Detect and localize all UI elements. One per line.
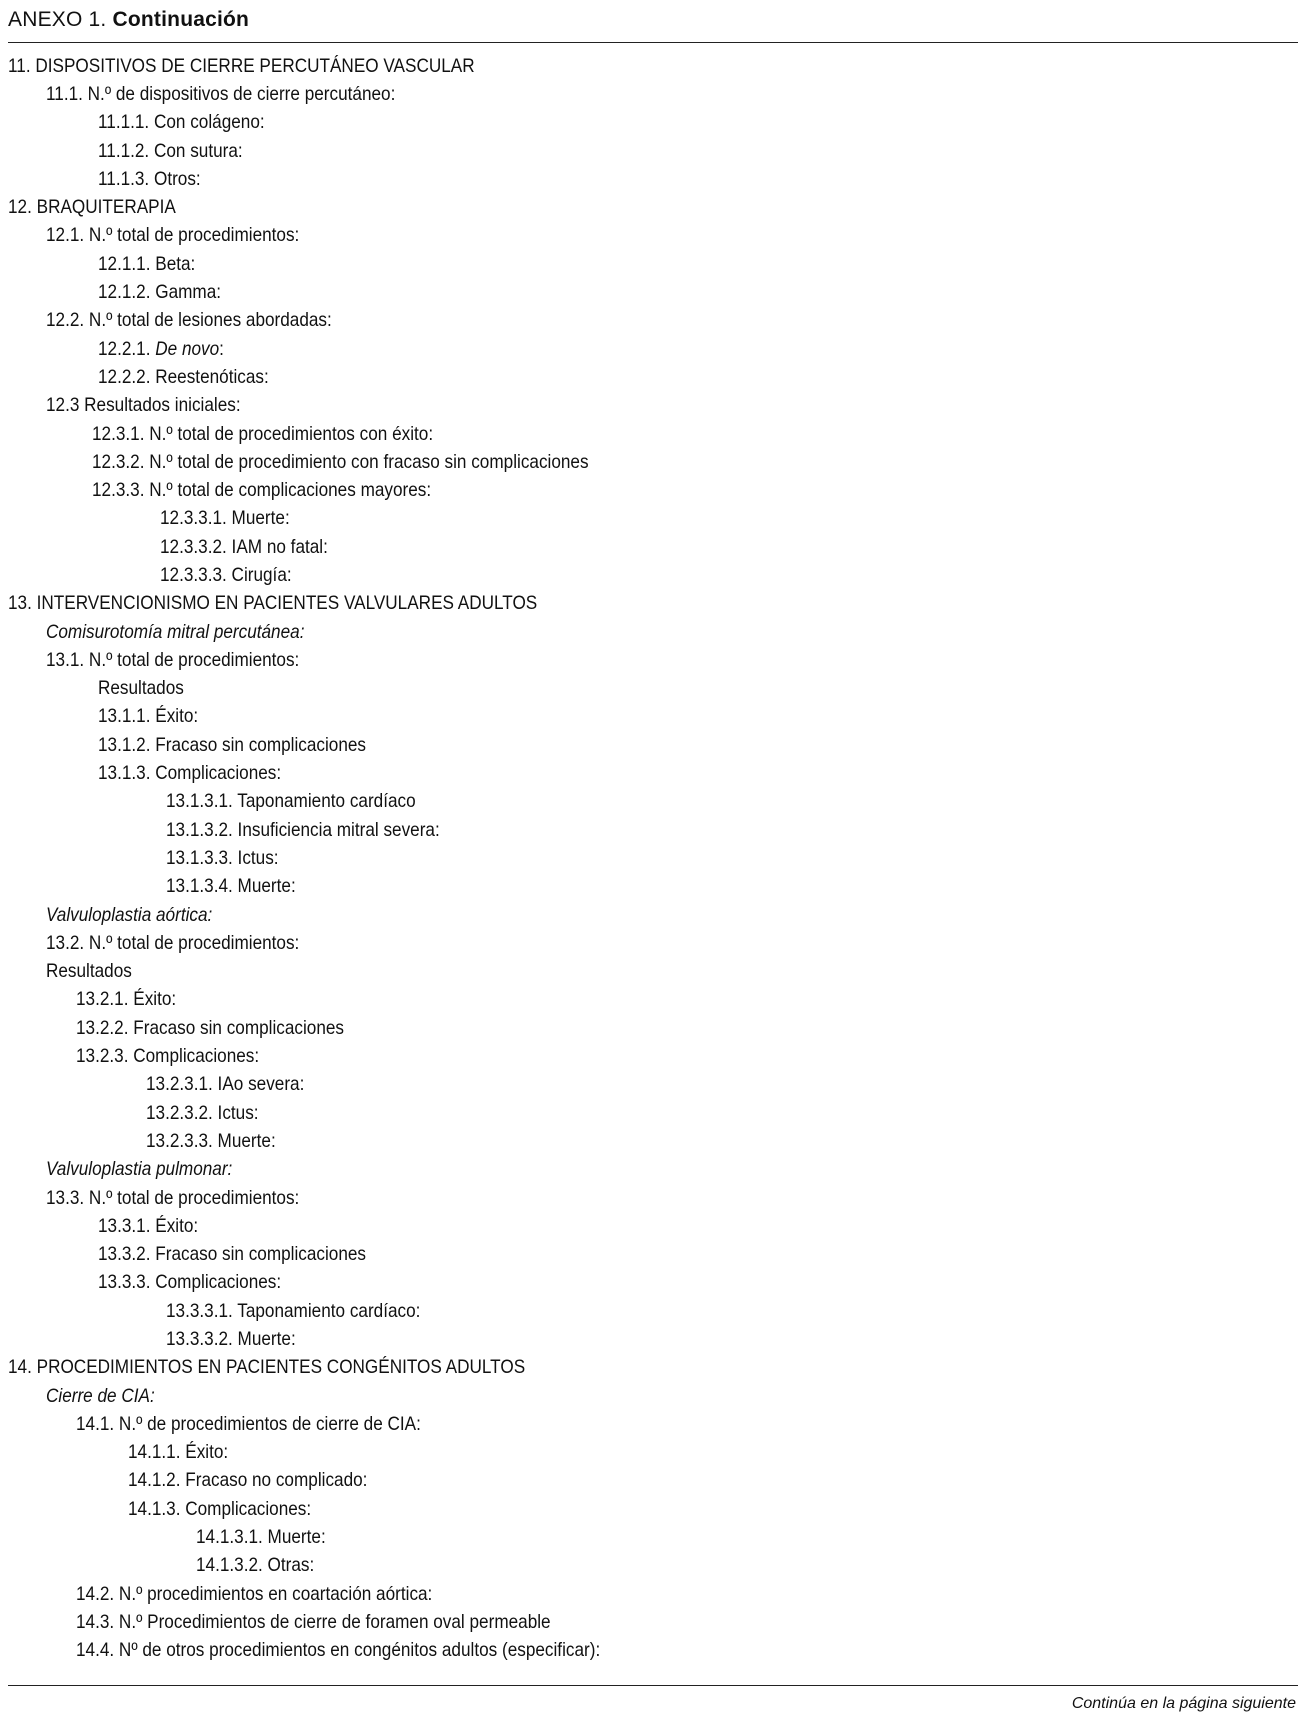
- dot-leader: [341, 533, 1290, 561]
- section-heading-row: [0, 193, 1304, 221]
- form-item-label: 12.3 Resultados iniciales:: [46, 394, 241, 417]
- form-item-row: [0, 1608, 1304, 1636]
- form-item-label: 13.1.3.1. Taponamiento cardíaco: [166, 790, 416, 813]
- form-item-row: [0, 1439, 1304, 1467]
- dot-leader: [339, 1523, 1290, 1551]
- form-item-row: [0, 873, 1304, 901]
- dot-leader: [312, 222, 1290, 250]
- form-item-label: 13.1. N.º total de procedimientos:: [46, 648, 300, 671]
- form-item-label: 12.1. N.º total de procedimientos:: [46, 224, 300, 247]
- dot-leader: [564, 1608, 1290, 1636]
- dot-leader: [345, 307, 1290, 335]
- form-item-row: [0, 986, 1304, 1014]
- form-item-row: [0, 1127, 1304, 1155]
- form-item-label: 13.3.3.2. Muerte:: [166, 1328, 296, 1350]
- dot-leader: [189, 986, 1290, 1014]
- form-item-label: 12.3.3. N.º total de complicaciones mayores:: [92, 479, 432, 502]
- form-item-label: Resultados: [98, 677, 184, 700]
- form-item-label: 14.2. N.º procedimientos en coartación aórtica:: [76, 1582, 433, 1605]
- form-item-label: 13.2.2. Fracaso sin complicaciones: [76, 1016, 345, 1039]
- form-item-row: [0, 278, 1304, 306]
- dot-leader: [380, 1467, 1290, 1495]
- form-item-row: [0, 476, 1304, 504]
- form-item-label: 12.3.3.3. Cirugía:: [160, 563, 292, 586]
- page-header: [8, 8, 249, 32]
- form-item-row: [0, 1495, 1304, 1523]
- form-item-row: [0, 788, 1304, 816]
- form-item-row: [0, 1071, 1304, 1099]
- dot-leader: [211, 703, 1290, 731]
- form-item-label: Cierre de CIA:: [46, 1384, 155, 1407]
- dot-leader: [312, 929, 1290, 957]
- dot-leader: [309, 873, 1290, 901]
- dot-leader: [211, 1212, 1290, 1240]
- dot-leader: [305, 561, 1290, 589]
- form-item-row: [0, 816, 1304, 844]
- form-item-row: [0, 250, 1304, 278]
- form-item-row: [0, 1552, 1304, 1580]
- form-item-label: 14. PROCEDIMIENTOS EN PACIENTES CONGÉNITOS ADULTOS: [8, 1356, 526, 1379]
- form-item-row: [0, 420, 1304, 448]
- dot-leader: [613, 1637, 1290, 1665]
- dot-leader: [445, 1580, 1290, 1608]
- section-heading-row: [0, 675, 1304, 703]
- form-item-label: 12.1.2. Gamma:: [98, 281, 222, 304]
- form-item-label: 13.3. N.º total de procedimientos:: [46, 1186, 300, 1209]
- form-item-label: 13.3.3. Complicaciones:: [98, 1271, 282, 1294]
- form-item-label: 13.1.3.2. Insuficiencia mitral severa:: [166, 818, 440, 841]
- form-item-label: 12.2.1. De novo:: [98, 337, 224, 360]
- dot-leader: [357, 1014, 1290, 1042]
- dot-leader: [303, 505, 1290, 533]
- section-heading-row: [0, 1354, 1304, 1382]
- form-item-row: [0, 561, 1304, 589]
- form-item-row: [0, 448, 1304, 476]
- form-item-row: [0, 646, 1304, 674]
- dot-leader: [292, 844, 1290, 872]
- form-item-label: 13.1.3.3. Ictus:: [166, 846, 279, 869]
- section-heading-row: [0, 590, 1304, 618]
- form-item-label: 13.2.1. Éxito:: [76, 988, 177, 1011]
- dot-leader: [272, 1099, 1290, 1127]
- form-item-row: [0, 137, 1304, 165]
- form-item-row: [0, 1297, 1304, 1325]
- form-item-label: 13.1.3. Complicaciones:: [98, 762, 282, 785]
- form-item-label: 14.1.3.1. Muerte:: [196, 1526, 326, 1549]
- form-item-label: 14.3. N.º Procedimientos de cierre de foramen oval permeable: [76, 1610, 551, 1633]
- form-item-label: 14.1.2. Fracaso no complicado:: [128, 1469, 368, 1492]
- form-item-label: 14.4. Nº de otros procedimientos en congénitos adultos (especificar):: [76, 1639, 601, 1662]
- dot-leader: [327, 1552, 1290, 1580]
- dot-leader: [309, 1325, 1290, 1353]
- form-item-row: [0, 1184, 1304, 1212]
- form-item-label: 12.1.1. Beta:: [98, 252, 196, 275]
- form-item-label: 13.1.1. Éxito:: [98, 705, 199, 728]
- form-item-label: 14.1.3. Complicaciones:: [128, 1497, 312, 1520]
- form-item-label: Valvuloplastia pulmonar:: [46, 1158, 233, 1181]
- form-item-label: 11.1.1. Con colágeno:: [98, 111, 265, 134]
- top-divider: [8, 42, 1298, 43]
- dot-leader: [272, 1042, 1290, 1070]
- form-item-row: [0, 335, 1304, 363]
- form-item-label: Valvuloplastia aórtica:: [46, 903, 213, 926]
- form-item-row: [0, 1325, 1304, 1353]
- form-item-row: [0, 222, 1304, 250]
- form-item-label: 11. DISPOSITIVOS DE CIERRE PERCUTÁNEO VASCULAR: [8, 54, 475, 77]
- dot-leader: [429, 788, 1290, 816]
- dot-leader: [444, 476, 1290, 504]
- form-item-row: [0, 1637, 1304, 1665]
- form-item-row: [0, 80, 1304, 108]
- dot-leader: [317, 1071, 1290, 1099]
- header-prefix: ANEXO 1.: [8, 8, 107, 31]
- dot-leader: [234, 278, 1290, 306]
- bottom-divider: [8, 1685, 1298, 1686]
- dot-leader: [408, 80, 1290, 108]
- header-title: Continuación: [112, 8, 250, 31]
- form-item-label: 13.3.1. Éxito:: [98, 1214, 199, 1237]
- section-heading-row: [0, 618, 1304, 646]
- form-item-label: 13.2.3.3. Muerte:: [146, 1129, 276, 1152]
- dot-leader: [208, 250, 1290, 278]
- form-item-label: 12.2.2. Reestenóticas:: [98, 365, 269, 388]
- dot-leader: [312, 646, 1290, 674]
- form-item-label: 13.1.2. Fracaso sin complicaciones: [98, 733, 367, 756]
- form-item-label: Resultados: [46, 960, 132, 983]
- section-heading-row: [0, 1156, 1304, 1184]
- dot-leader: [453, 816, 1290, 844]
- form-item-row: [0, 929, 1304, 957]
- form-item-row: [0, 165, 1304, 193]
- form-item-label: 13.2.3.2. Ictus:: [146, 1101, 259, 1124]
- form-item-row: [0, 1014, 1304, 1042]
- form-item-row: [0, 731, 1304, 759]
- form-item-label: 13.2. N.º total de procedimientos:: [46, 931, 300, 954]
- dot-leader: [446, 420, 1290, 448]
- dot-leader: [214, 165, 1290, 193]
- form-item-label: 11.1. N.º de dispositivos de cierre percutáneo:: [46, 82, 396, 105]
- section-heading-row: [0, 901, 1304, 929]
- continuation-note: Continúa en la página siguiente: [1071, 1695, 1296, 1712]
- dot-leader: [237, 335, 1290, 363]
- form-item-label: 12.3.3.1. Muerte:: [160, 507, 290, 530]
- form-item-row: [0, 109, 1304, 137]
- form-item-row: [0, 1212, 1304, 1240]
- dot-leader: [434, 1410, 1290, 1438]
- form-item-row: [0, 307, 1304, 335]
- dot-leader: [312, 1184, 1290, 1212]
- dot-leader: [241, 1439, 1290, 1467]
- section-heading-row: [0, 1382, 1304, 1410]
- form-item-row: [0, 1240, 1304, 1268]
- dot-leader: [433, 1297, 1290, 1325]
- dot-leader: [324, 1495, 1290, 1523]
- form-item-row: [0, 363, 1304, 391]
- section-heading-row: [0, 958, 1304, 986]
- form-item-label: 13.3.2. Fracaso sin complicaciones: [98, 1243, 367, 1266]
- form-item-label: 11.1.2. Con sutura:: [98, 139, 243, 162]
- form-item-label: 14.1.3.2. Otras:: [196, 1554, 315, 1577]
- form-item-row: [0, 703, 1304, 731]
- form-item-row: [0, 1042, 1304, 1070]
- dot-leader: [379, 731, 1290, 759]
- form-item-row: [0, 505, 1304, 533]
- dot-leader: [289, 1127, 1290, 1155]
- form-item-row: [0, 533, 1304, 561]
- form-item-row: [0, 1269, 1304, 1297]
- form-item-label: 13. INTERVENCIONISMO EN PACIENTES VALVULARES ADULTOS: [8, 592, 538, 615]
- form-item-label: 14.1. N.º de procedimientos de cierre de CIA:: [76, 1412, 421, 1435]
- form-item-label: 13.2.3. Complicaciones:: [76, 1045, 260, 1068]
- dot-leader: [294, 759, 1290, 787]
- dot-leader: [602, 448, 1290, 476]
- form-item-label: 12.2. N.º total de lesiones abordadas:: [46, 309, 332, 332]
- form-item-label: 14.1.1. Éxito:: [128, 1441, 229, 1464]
- section-heading-row: [0, 392, 1304, 420]
- dot-leader: [379, 1240, 1290, 1268]
- form-item-label: 13.1.3.4. Muerte:: [166, 875, 296, 898]
- form-item-row: [0, 1410, 1304, 1438]
- dot-leader: [294, 1269, 1290, 1297]
- dot-leader: [278, 109, 1290, 137]
- form-item-row: [0, 759, 1304, 787]
- form-item-label: 12.3.1. N.º total de procedimientos con éxito:: [92, 422, 434, 445]
- form-item-label: 12. BRAQUITERAPIA: [8, 196, 176, 219]
- form-item-row: [0, 1580, 1304, 1608]
- form-item-list: [0, 52, 1304, 1665]
- section-heading-row: [0, 52, 1304, 80]
- form-item-label: 13.2.3.1. IAo severa:: [146, 1073, 305, 1096]
- form-item-row: [0, 1099, 1304, 1127]
- form-item-label: 12.3.2. N.º total de procedimiento con fracaso sin complicaciones: [92, 450, 589, 473]
- form-item-label: Comisurotomía mitral percutánea:: [46, 620, 305, 643]
- dot-leader: [282, 363, 1290, 391]
- form-item-row: [0, 1467, 1304, 1495]
- form-item-row: [0, 844, 1304, 872]
- dot-leader: [256, 137, 1290, 165]
- form-item-label: 13.3.3.1. Taponamiento cardíaco:: [166, 1299, 421, 1322]
- form-item-label: 12.3.3.2. IAM no fatal:: [160, 535, 328, 558]
- form-item-row: [0, 1523, 1304, 1551]
- form-item-label: 11.1.3. Otros:: [98, 167, 201, 190]
